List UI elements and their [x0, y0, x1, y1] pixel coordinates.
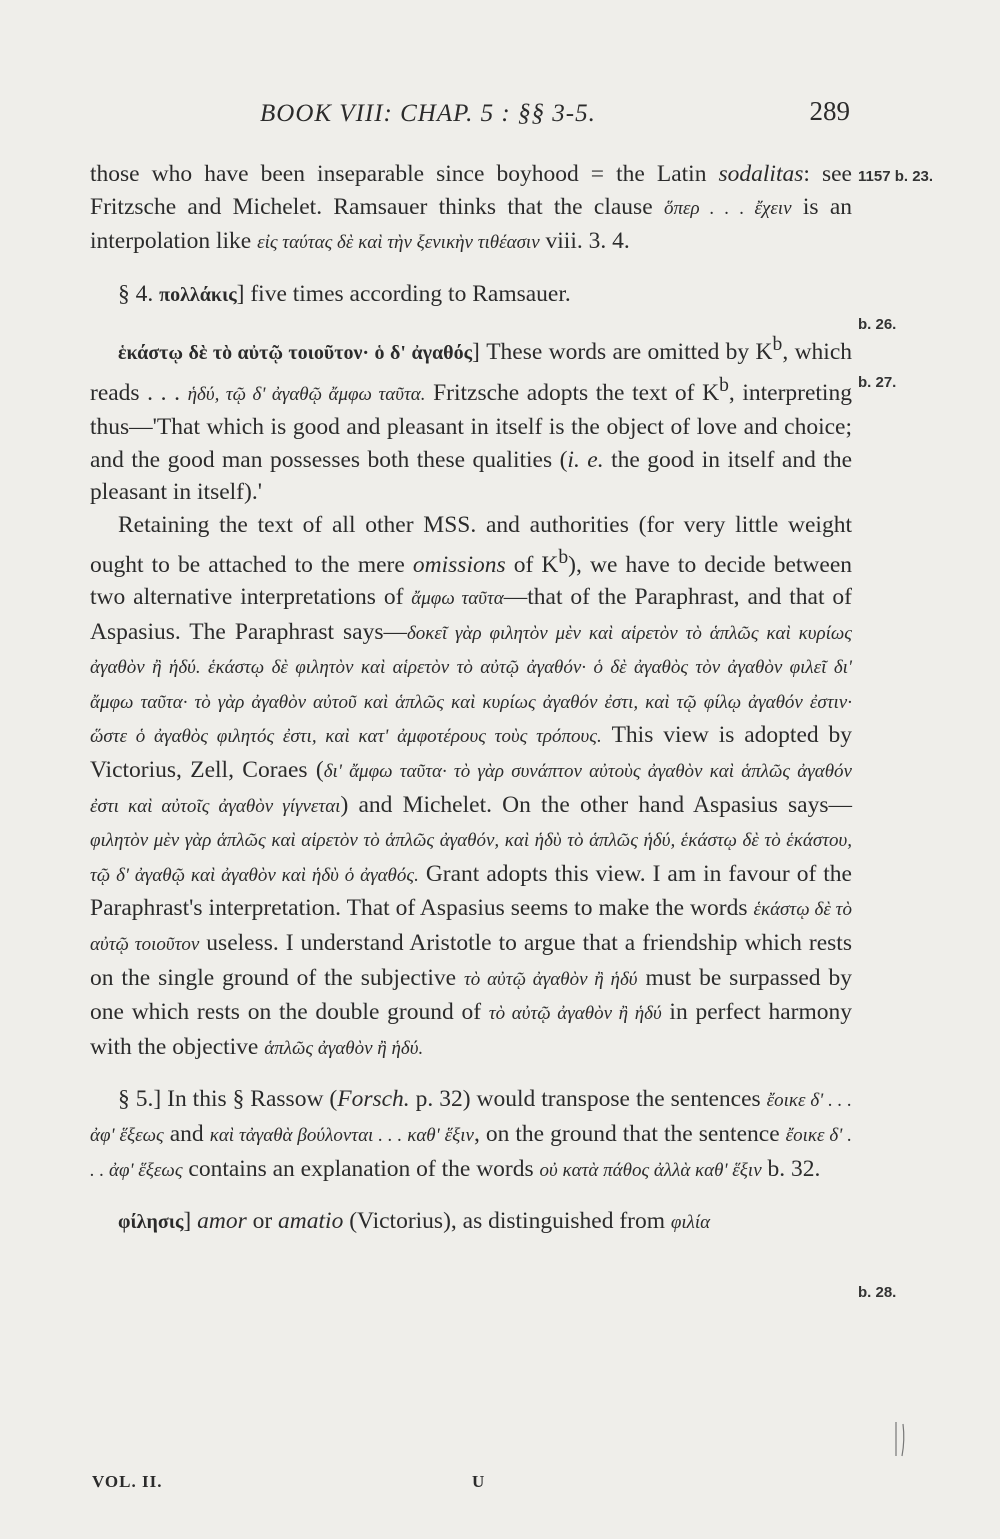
paragraph: Retaining the text of all other MSS. and authorities (for very little weight ought to be attached to the mere omissions of $K^b$), we have to decide between two alternative interpretations of ἄμφω ταῦτα—that of the Paraphrast, and that of Aspasius. The Paraphrast says—δοκεῖ γὰρ φιλητὸν μὲν καὶ αἱρετὸν τὸ ἁπλῶς καὶ κυρίως ἀγαθὸν ἢ ἡδύ. ἑκάστῳ δὲ φιλητὸν καὶ αἱρετὸν τὸ αὐτῷ ἀγαθόν· ὁ δὲ ἀγαθὸς τὸν ἀγαθὸν φιλεῖ δι' ἄμφω ταῦτα· τὸ γὰρ ἀγαθὸν αὐτοῦ καὶ ἁπλῶς καὶ κυρίως ἀγαθόν ἐστι, καὶ τῷ φίλῳ ἀγαθόν ἐστιν· ὥστε ὁ ἀγαθὸς φιλητός ἐστι, καὶ κατ' ἀμφοτέρους τοὺς τρόπους. This view is adopted by Victorius, Zell, Coraes (δι' ἄμφω ταῦτα· τὸ γὰρ συνάπτον αὐτοὺς ἀγαθὸν καὶ ἁπλῶς ἀγαθόν ἐστι καὶ αὐτοῖς ἀγαθὸν γίγνεται) and Michelet. On the other hand Aspasius says—φιλητὸν μὲν γὰρ ἁπλῶς καὶ αἱρετὸν τὸ ἁπλῶς ἀγαθόν, καὶ ἡδὺ τὸ ἁπλῶς ἡδύ, ἑκάστῳ δὲ τὸ ἑκάστου, τῷ δ' ἀγαθῷ καὶ ἀγαθὸν καὶ ἡδὺ ὁ ἀγαθός. Grant adopts this view. I am in favour of the Paraphrast's interpretation. That of Aspasius seems to make the words ἑκάστῳ δὲ τὸ αὐτῷ τοιοῦτον useless. I understand Aristotle to argue that a friendship which rests on the single ground of the subjective τὸ αὐτῷ ἀγαθὸν ἢ ἡδύ must be surpassed by one which rests on the double ground of τὸ αὐτῷ ἀγαθὸν ἢ ἡδύ in perfect harmony with the objective ἁπλῶς ἀγαθὸν ἢ ἡδύ. [90, 512, 853, 1060]
margin-reference: b. 26. [858, 316, 897, 333]
paragraph: § 4. πολλάκις] five times according to Ramsauer. [118, 280, 571, 307]
paragraph: φίλησις] amor or amatio (Victorius), as distinguished from φιλία [118, 1208, 711, 1235]
paragraph: ἑκάστῳ δὲ τὸ αὐτῷ τοιοῦτον· ὁ δ' ἀγαθός] These words are omitted by $K^b$, which reads . . . ἡδύ, τῷ δ' ἀγαθῷ ἄμφω ταῦτα. Fritzsche adopts the text of $K^b$, interpreting thus—'That which is good and pleasant in itself is the object of love and choice; and the good man possesses both these qualities (i. e. the good in itself and the pleasant in itself).' [90, 334, 853, 506]
page-header [90, 92, 850, 132]
margin-reference: b. 28. [858, 1284, 897, 1301]
signature-mark: U [472, 1472, 486, 1491]
commentary-text [90, 158, 852, 1240]
page-footer [92, 1472, 852, 1502]
page-number: 289 [809, 96, 850, 126]
margin-reference: 1157 b. 23. [858, 168, 934, 185]
pencil-mark-icon [893, 1420, 907, 1458]
running-title: BOOK VIII: CHAP. 5 : §§ 3-5. [260, 100, 596, 127]
paragraph: those who have been inseparable since boyhood = the Latin sodalitas: see Fritzsche and Michelet. Ramsauer thinks that the clause ὅπερ . . . ἔχειν is an interpolation like εἰς ταύτας δὲ καὶ τὴν ξενικὴν τιθέασιν viii. 3. 4. [90, 161, 852, 255]
paragraph: § 5.] In this § Rassow (Forsch. p. 32) would transpose the sentences ἔοικε δ' . . . ἀφ' ἕξεως and καὶ τἀγαθὰ βούλονται . . . καθ' ἕξιν, on the ground that the sentence ἔοικε δ' . . . ἀφ' ἕξεως contains an explanation of the words οὐ κατὰ πάθος ἀλλὰ καθ' ἕξιν b. 32. [90, 1086, 852, 1182]
margin-reference: b. 27. [858, 374, 897, 391]
volume-label: VOL. II. [92, 1472, 163, 1491]
